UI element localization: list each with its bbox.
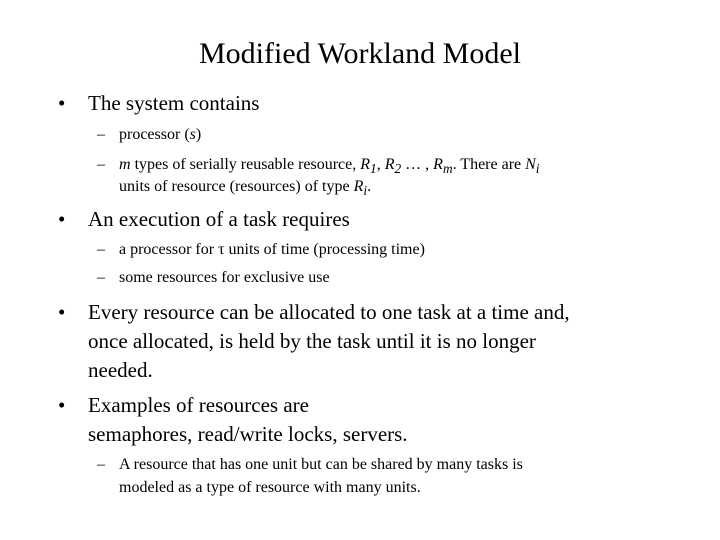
bullet-3-text-line-2: once allocated, is held by the task until it is no longer bbox=[88, 329, 536, 353]
sub-4-1-dash: – bbox=[97, 456, 105, 473]
sub-2-2-text: some resources for exclusive use bbox=[119, 269, 330, 286]
bullet-2-text: An execution of a task requires bbox=[88, 207, 350, 231]
slide-title: Modified Workland Model bbox=[199, 37, 521, 70]
sub-2-1-dash: – bbox=[97, 241, 105, 258]
sub-4-1-text-line-1: A resource that has one unit but can be shared by many tasks is bbox=[119, 456, 523, 473]
sub-4-1-text-line-2: modeled as a type of resource with many units. bbox=[119, 479, 421, 496]
bullet-3-text-line-3: needed. bbox=[88, 358, 153, 382]
sub-2-2-dash: – bbox=[97, 269, 105, 286]
sub-1-2-text: m types of serially reusable resource, $R_1$, $R_2$ … , $R_m$. There are $N_i$ bbox=[119, 156, 540, 177]
bullet-3-text-line-1: Every resource can be allocated to one task at a time and, bbox=[88, 300, 570, 324]
sub-1-1-dash: – bbox=[97, 126, 105, 143]
sub-1-2-text-cont: units of resource (resources) of type $R_i$. bbox=[119, 178, 372, 199]
bullet-2-marker: • bbox=[58, 207, 66, 231]
bullet-4-text-line-1: Examples of resources are bbox=[88, 393, 309, 417]
bullet-4-marker: • bbox=[58, 393, 66, 417]
sub-1-1-text: processor (s) bbox=[119, 126, 202, 143]
bullet-4-text-line-2: semaphores, read/write locks, servers. bbox=[88, 422, 408, 446]
sub-2-1-text: a processor for τ units of time (processing time) bbox=[119, 241, 425, 258]
sub-1-2-dash: – bbox=[97, 156, 105, 173]
bullet-1-text: The system contains bbox=[88, 91, 260, 115]
bullet-1-marker: • bbox=[58, 91, 66, 115]
bullet-3-marker: • bbox=[58, 300, 66, 324]
